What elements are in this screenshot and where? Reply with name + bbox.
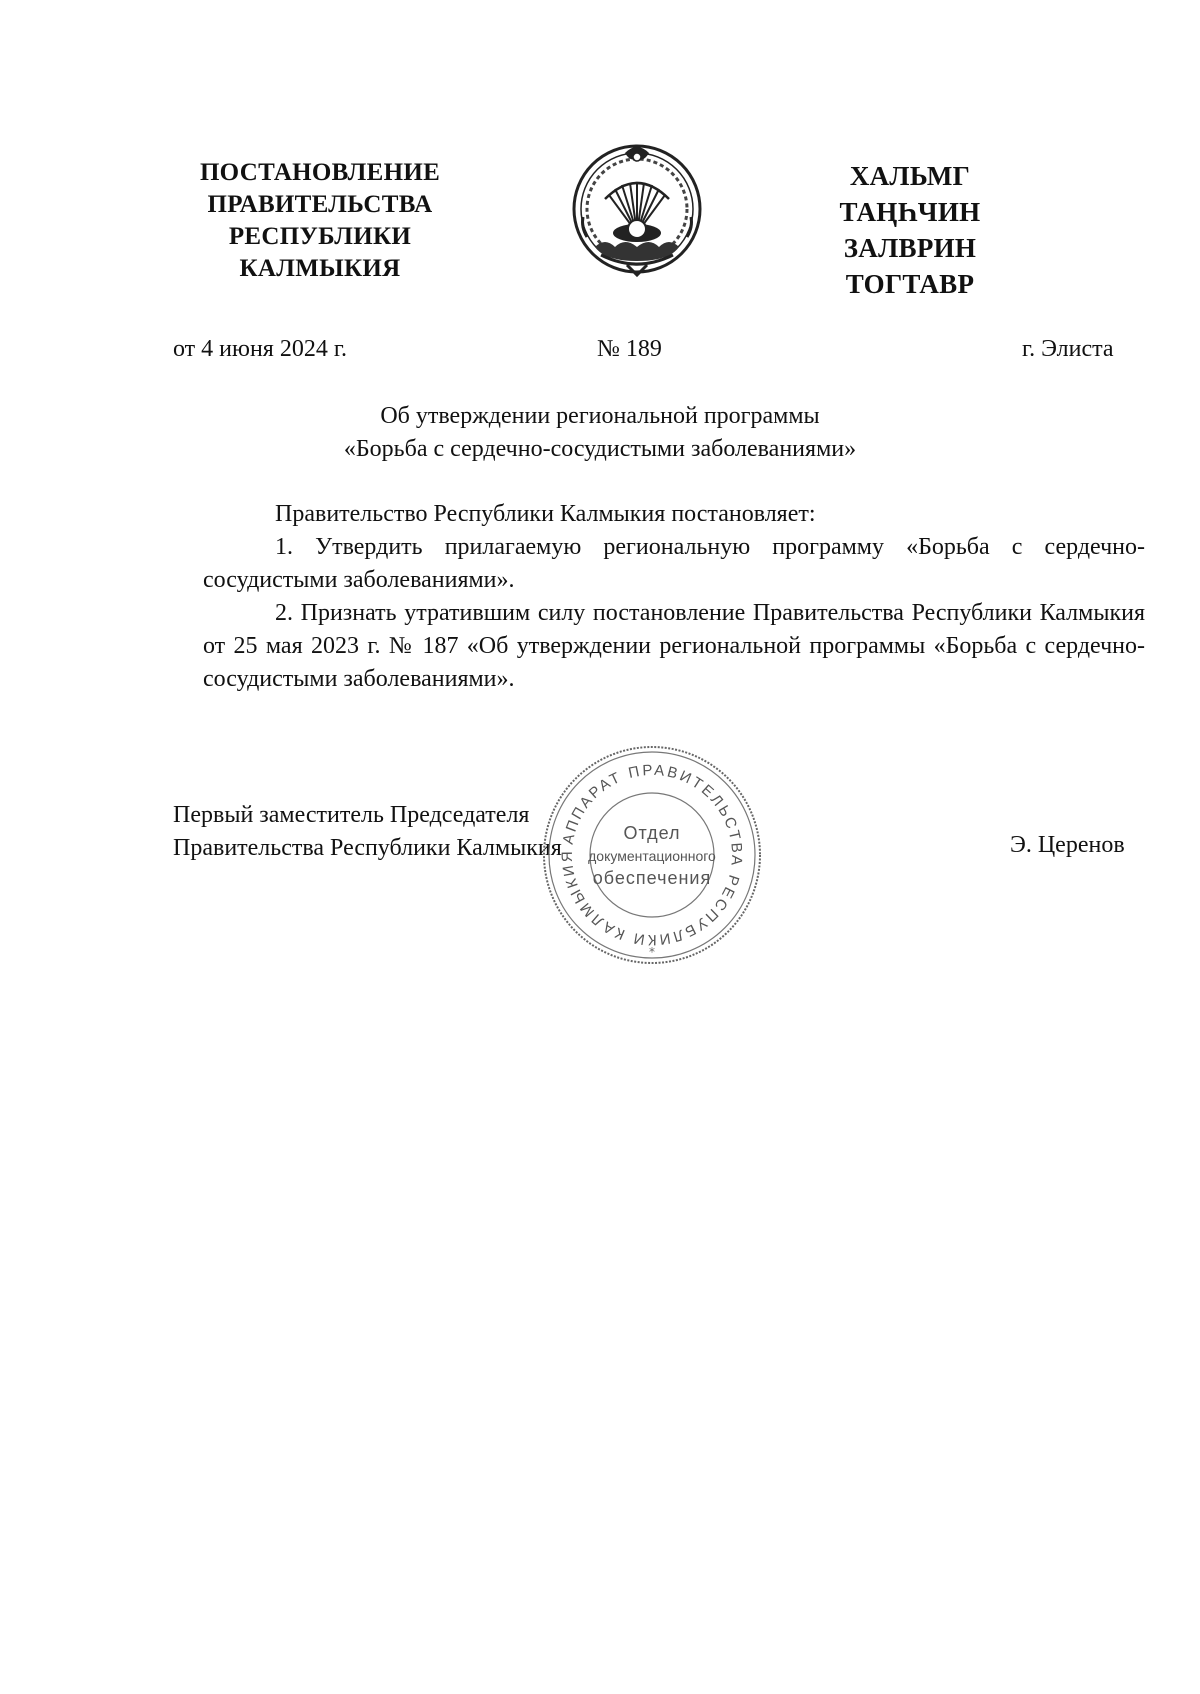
header-right-line-3: ЗАЛВРИН [843,233,977,263]
signatory-position [173,799,562,865]
official-stamp [537,740,767,970]
header-left-line-2: ПРАВИТЕЛЬСТВА [207,191,433,218]
resolution-item-1: 1. Утвердить прилагаемую региональную программу «Борьба с сердечно-сосудистыми заболеваниями». [203,534,1145,593]
coat-of-arms-emblem-icon [565,137,710,287]
document-title-line-1: Об утверждении региональной программы [380,403,820,429]
document-title-line-2: «Борьба с сердечно-сосудистыми заболеваниями» [343,436,857,462]
resolution-item-2: 2. Признать утратившим силу постановление Правительства Республики Калмыкия от 25 мая 2023 г. № 187 «Об утверждении региональной программы «Борьба с сердечно-сосудистыми заболеваниями». [203,600,1145,692]
stamp-dept-line-2: документационного [588,848,716,864]
document-city: г. Элиста [1022,336,1114,362]
document-date: от 4 июня 2024 г. [173,336,347,362]
header-left-line-3: РЕСПУБЛИКИ [228,223,412,250]
header-right-line-1: ХАЛЬМГ [849,161,971,191]
document-number: № 189 [597,336,662,362]
header-left-line-1: ПОСТАНОВЛЕНИЕ [199,159,441,186]
stamp-ring-text: АППАРАТ ПРАВИТЕЛЬСТВА РЕСПУБЛИКИ КАЛМЫКИЯ [558,761,746,949]
stamp-dept-line-3: обеспечения [592,868,712,888]
stamp-star-icon: * [649,945,655,959]
header-left-line-4: КАЛМЫКИЯ [239,255,401,282]
header-right-line-2: ТАҢҺЧИН [839,197,981,227]
stamp-dept-line-1: Отдел [623,823,681,843]
signatory-name: Э. Церенов [1010,832,1125,858]
header-title-russian [175,157,465,285]
header-title-kalmyk [810,158,1010,302]
signatory-position-line-1: Первый заместитель Председателя [173,802,530,828]
document-title [200,400,1000,466]
signatory-position-line-2: Правительства Республики Калмыкия [173,835,562,861]
header-right-line-4: ТОГТАВР [845,269,975,299]
intro-paragraph: Правительство Республики Калмыкия постановляет: [275,501,816,527]
